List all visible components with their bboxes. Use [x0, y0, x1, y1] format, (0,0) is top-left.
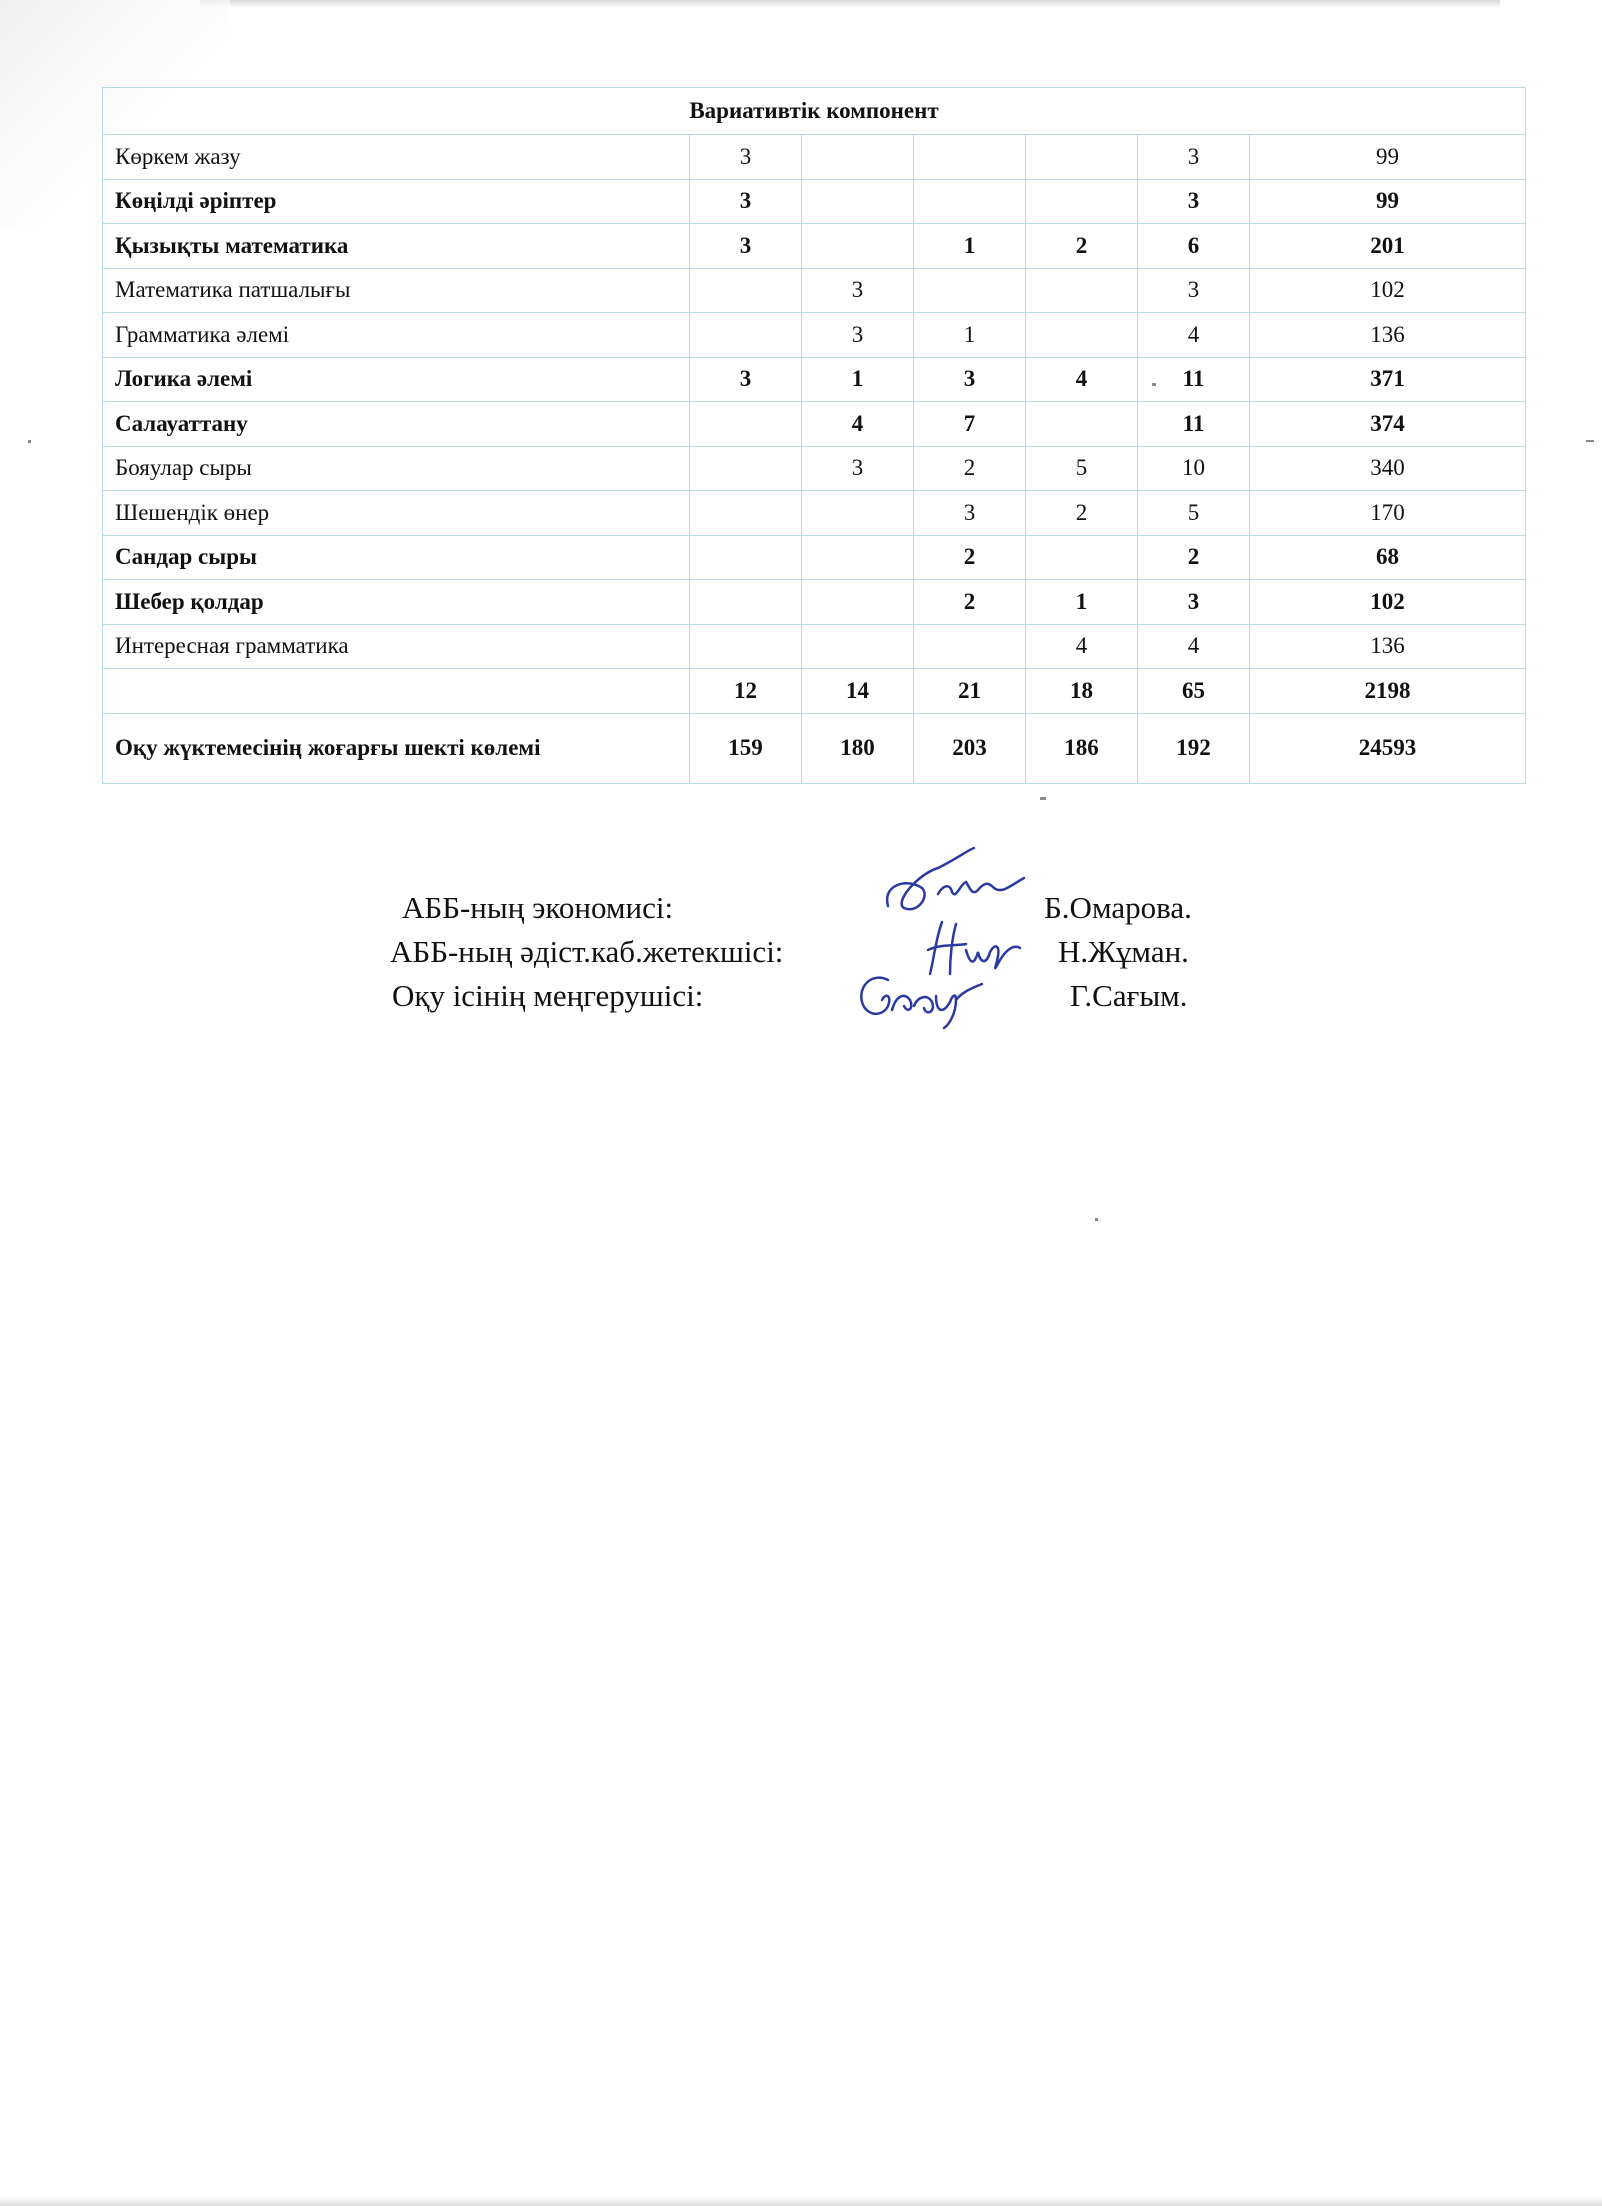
- table-section-header: [103, 88, 1526, 135]
- cell-grade-hours: 14: [802, 669, 914, 714]
- cell-grade-hours: 3: [914, 357, 1026, 402]
- cell-grade-hours: 2: [914, 446, 1026, 491]
- cell-grade-hours: [690, 446, 802, 491]
- signature-role: АББ-ның әдіст.каб.жетекшісі:: [390, 934, 784, 969]
- cell-grade-hours: [690, 624, 802, 669]
- cell-grade-hours: 1: [1026, 580, 1138, 625]
- cell-grade-hours: 3: [802, 313, 914, 358]
- cell-grade-hours: 1: [802, 357, 914, 402]
- cell-grade-hours: 18: [1026, 669, 1138, 714]
- cell-grade-hours: [914, 179, 1026, 224]
- signature-block: [390, 890, 1290, 1022]
- table-row: [103, 268, 1526, 313]
- signature-role: АББ-ның экономисі:: [402, 890, 674, 925]
- cell-grade-hours: [802, 179, 914, 224]
- signature-row-methodist: [390, 934, 1290, 978]
- signature-row-economist: [390, 890, 1290, 934]
- cell-week-total: 4: [1138, 624, 1250, 669]
- signature-person: Н.Жұман.: [1058, 934, 1189, 969]
- subject-name: [103, 669, 690, 714]
- table-row: [103, 535, 1526, 580]
- cell-year-hours: 99: [1250, 135, 1526, 180]
- table-row: [103, 624, 1526, 669]
- subject-name: Грамматика әлемі: [103, 313, 690, 358]
- cell-grade-hours: 3: [914, 491, 1026, 536]
- subject-name: Шебер қолдар: [103, 580, 690, 625]
- cell-year-hours: 340: [1250, 446, 1526, 491]
- cell-week-total: 3: [1138, 580, 1250, 625]
- table-row: [103, 402, 1526, 447]
- cell-grade-hours: [1026, 268, 1138, 313]
- cell-grade-hours: [690, 402, 802, 447]
- cell-year-hours: 99: [1250, 179, 1526, 224]
- cell-grade-hours: 3: [690, 179, 802, 224]
- cell-grade-hours: [1026, 313, 1138, 358]
- cell-grade-hours: [1026, 179, 1138, 224]
- cell-year-hours: 136: [1250, 624, 1526, 669]
- signature-row-head: [390, 978, 1290, 1022]
- cell-grade-hours: 3: [690, 135, 802, 180]
- table-row: [103, 491, 1526, 536]
- cell-week-total: 3: [1138, 179, 1250, 224]
- cell-grade-hours: [802, 491, 914, 536]
- cell-year-hours: 170: [1250, 491, 1526, 536]
- cell-week-total: 3: [1138, 135, 1250, 180]
- cell-week-total: 65: [1138, 669, 1250, 714]
- cell-grade-hours: 3: [690, 357, 802, 402]
- table-row-totals: [103, 669, 1526, 714]
- cell-grade-hours: 186: [1026, 713, 1138, 783]
- cell-year-hours: 371: [1250, 357, 1526, 402]
- cell-grade-hours: [802, 135, 914, 180]
- table-row: [103, 224, 1526, 269]
- cell-week-total: 4: [1138, 313, 1250, 358]
- cell-week-total: 5: [1138, 491, 1250, 536]
- cell-grade-hours: [802, 580, 914, 625]
- table-row: [103, 357, 1526, 402]
- subject-name: Бояулар сыры: [103, 446, 690, 491]
- subject-name: Қызықты математика: [103, 224, 690, 269]
- cell-grade-hours: [1026, 535, 1138, 580]
- table-row: [103, 313, 1526, 358]
- subject-name: Логика әлемі: [103, 357, 690, 402]
- subject-name: Көңілді әріптер: [103, 179, 690, 224]
- signature-person: Г.Сағым.: [1070, 978, 1188, 1013]
- cell-week-total: 2: [1138, 535, 1250, 580]
- cell-year-hours: 374: [1250, 402, 1526, 447]
- cell-grade-hours: 4: [1026, 624, 1138, 669]
- cell-year-hours: 68: [1250, 535, 1526, 580]
- cell-grade-hours: [1026, 402, 1138, 447]
- cell-grade-hours: [690, 491, 802, 536]
- cell-grade-hours: 2: [1026, 224, 1138, 269]
- table-row: [103, 446, 1526, 491]
- signature-person: Б.Омарова.: [1044, 890, 1192, 925]
- table-row: [103, 135, 1526, 180]
- table-row-max-load: [103, 713, 1526, 783]
- cell-year-hours: 2198: [1250, 669, 1526, 714]
- subject-name: Салауаттану: [103, 402, 690, 447]
- subject-name: Оқу жүктемесінің жоғарғы шекті көлемі: [103, 713, 690, 783]
- subject-name: Көркем жазу: [103, 135, 690, 180]
- signature-mark-3: [852, 966, 992, 1030]
- scan-speck: [1095, 1218, 1098, 1221]
- cell-grade-hours: [802, 535, 914, 580]
- cell-grade-hours: 3: [802, 446, 914, 491]
- cell-grade-hours: 180: [802, 713, 914, 783]
- cell-grade-hours: 5: [1026, 446, 1138, 491]
- cell-grade-hours: 2: [1026, 491, 1138, 536]
- signature-role: Оқу ісінің меңгерушісі:: [392, 978, 704, 1013]
- subject-name: Интересная грамматика: [103, 624, 690, 669]
- cell-year-hours: 102: [1250, 580, 1526, 625]
- subject-name: Математика патшалығы: [103, 268, 690, 313]
- cell-grade-hours: [690, 580, 802, 625]
- cell-year-hours: 201: [1250, 224, 1526, 269]
- cell-grade-hours: 12: [690, 669, 802, 714]
- cell-grade-hours: 4: [802, 402, 914, 447]
- subject-name: Сандар сыры: [103, 535, 690, 580]
- scan-edge-bottom: [0, 2196, 1602, 2206]
- scan-edge-top: [200, 0, 1500, 8]
- cell-grade-hours: [1026, 135, 1138, 180]
- curriculum-table: [102, 87, 1526, 784]
- scan-speck: [1040, 797, 1046, 800]
- cell-week-total: 10: [1138, 446, 1250, 491]
- table-row: [103, 179, 1526, 224]
- cell-year-hours: 136: [1250, 313, 1526, 358]
- table-row: [103, 580, 1526, 625]
- cell-grade-hours: [690, 313, 802, 358]
- cell-year-hours: 24593: [1250, 713, 1526, 783]
- scan-speck: [1152, 383, 1156, 386]
- cell-grade-hours: [914, 268, 1026, 313]
- cell-grade-hours: 4: [1026, 357, 1138, 402]
- cell-grade-hours: [690, 535, 802, 580]
- cell-grade-hours: 21: [914, 669, 1026, 714]
- cell-grade-hours: 7: [914, 402, 1026, 447]
- cell-grade-hours: 1: [914, 313, 1026, 358]
- cell-grade-hours: 1: [914, 224, 1026, 269]
- scan-speck: [1586, 440, 1594, 442]
- cell-year-hours: 102: [1250, 268, 1526, 313]
- cell-grade-hours: [914, 135, 1026, 180]
- cell-week-total: 3: [1138, 268, 1250, 313]
- cell-grade-hours: 2: [914, 580, 1026, 625]
- cell-week-total: 6: [1138, 224, 1250, 269]
- cell-grade-hours: 2: [914, 535, 1026, 580]
- cell-week-total: 192: [1138, 713, 1250, 783]
- cell-week-total: 11: [1138, 357, 1250, 402]
- cell-grade-hours: 3: [690, 224, 802, 269]
- table-body: [103, 88, 1526, 784]
- cell-grade-hours: 3: [802, 268, 914, 313]
- subject-name: Шешендік өнер: [103, 491, 690, 536]
- cell-grade-hours: 159: [690, 713, 802, 783]
- cell-grade-hours: [802, 224, 914, 269]
- cell-grade-hours: [690, 268, 802, 313]
- scan-speck: [28, 440, 31, 443]
- cell-grade-hours: 203: [914, 713, 1026, 783]
- section-title: Вариативтік компонент: [103, 88, 1526, 135]
- cell-week-total: 11: [1138, 402, 1250, 447]
- cell-grade-hours: [914, 624, 1026, 669]
- cell-grade-hours: [802, 624, 914, 669]
- signature-mark-1: [878, 844, 1028, 924]
